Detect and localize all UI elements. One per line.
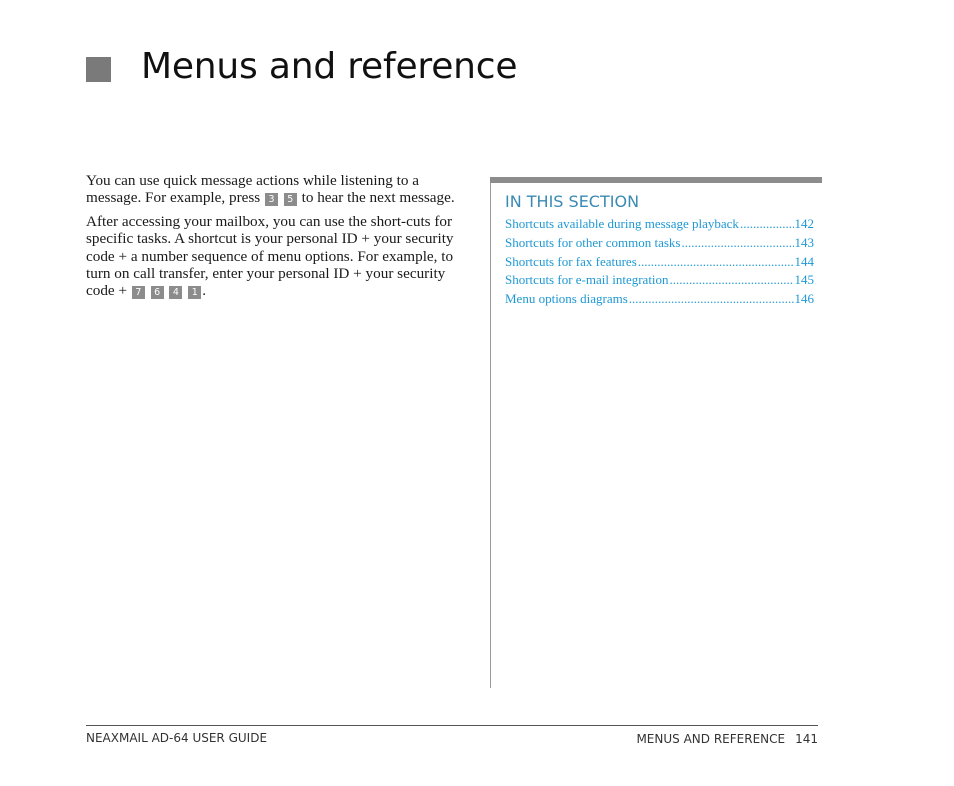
intro-p2-text: After accessing your mailbox, you can use the short-cuts for specific tasks. A shortcut is your personal ID + your security code + a number sequence of menu options. For example, to turn on call transfer, enter your personal ID + your security code + <box>86 212 454 300</box>
toc-page-number: 143 <box>794 234 814 250</box>
toc-list <box>505 216 814 310</box>
intro-p1-text: You can use quick message actions while listening to a message. For example, press <box>86 172 419 207</box>
footer-book-title: NEAXMAIL AD-64 USER GUIDE <box>86 731 268 745</box>
page-title: Menus and reference <box>141 46 518 87</box>
intro-p2-text-end: . <box>202 282 207 300</box>
toc-link-label: Menu options diagrams <box>505 291 628 307</box>
intro-p1-text-end: to hear the next message. <box>297 189 455 207</box>
intro-text <box>86 172 472 306</box>
toc-link-label: Shortcuts available during message playback <box>505 216 739 231</box>
footer-page-number: 141 <box>795 732 818 746</box>
toc-link-label: Shortcuts for fax features <box>505 253 637 269</box>
footer-section-title: MENUS AND REFERENCE <box>636 732 786 746</box>
toc-leader <box>638 254 794 270</box>
intro-paragraph-1 <box>86 172 472 207</box>
toc-leader <box>740 216 794 232</box>
toc-page-number: 146 <box>794 291 814 307</box>
title-square-icon <box>86 57 111 82</box>
section-divider <box>490 178 491 688</box>
toc-link-fax[interactable] <box>505 254 814 273</box>
intro-paragraph-2 <box>86 213 472 300</box>
toc-link-common-tasks[interactable] <box>505 235 814 254</box>
toc-link-label: Shortcuts for e-mail integration <box>505 272 669 288</box>
toc-leader <box>670 272 794 288</box>
toc-link-label: Shortcuts for other common tasks <box>505 234 681 250</box>
key-5-icon: 5 <box>284 193 297 206</box>
toc-leader <box>681 235 793 251</box>
toc-link-menu-diagrams[interactable] <box>505 291 814 310</box>
footer-section <box>636 732 818 746</box>
toc-page-number: 142 <box>794 216 814 231</box>
key-7-icon: 7 <box>132 286 145 299</box>
toc-link-email[interactable] <box>505 272 814 291</box>
key-4-icon: 4 <box>169 286 182 299</box>
toc-link-playback[interactable] <box>505 216 814 235</box>
footer-rule <box>86 725 818 726</box>
key-6-icon: 6 <box>151 286 164 299</box>
toc-heading: IN THIS SECTION <box>505 192 640 211</box>
toc-page-number: 145 <box>794 272 814 288</box>
key-1-icon: 1 <box>188 286 201 299</box>
toc-page-number: 144 <box>794 253 814 269</box>
key-3-icon: 3 <box>265 193 278 206</box>
toc-header-bar <box>490 177 822 183</box>
toc-leader <box>629 291 794 307</box>
